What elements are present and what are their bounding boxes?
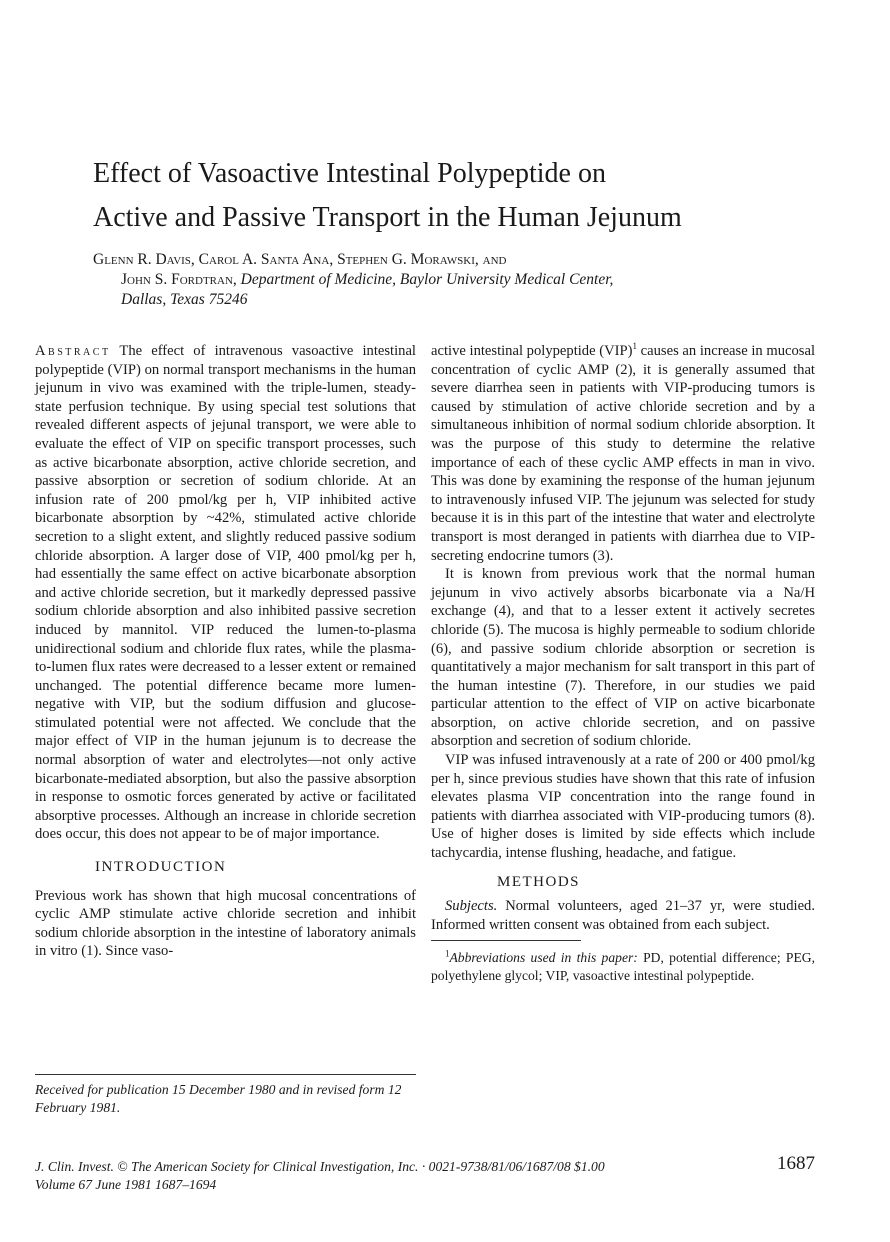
received-footnote: Received for publication 15 December 1980 and in revised form 12 February 1981.	[35, 1074, 416, 1116]
affiliation: Department of Medicine, Baylor University Medical Center,	[240, 271, 614, 288]
author-affiliation-line	[93, 270, 783, 290]
citation-line-1: J. Clin. Invest. © The American Society for Clinical Investigation, Inc. · 0021-9738/81/06/1687/08 $1.00	[35, 1159, 605, 1174]
intro-paragraph-1-start: Previous work has shown that high mucosal concentrations of cyclic AMP stimulate active chloride secretion and inhibit sodium chloride absorption in the intestine of laboratory animals in vitro (1). Since vaso-	[35, 887, 416, 960]
methods-heading: METHODS	[497, 873, 581, 890]
author-block	[93, 250, 783, 310]
abbreviations-footnote	[431, 949, 815, 984]
article-title	[93, 152, 813, 240]
subjects-label: Subjects.	[445, 898, 498, 915]
title-line-1: Effect of Vasoactive Intestinal Polypeptide on	[93, 158, 606, 189]
intro-paragraph-3: VIP was infused intravenously at a rate of 200 or 400 pmol/kg per h, since previous studies have shown that this rate of infusion elevates plasma VIP concentration into the range found in patients with diarrhea associated with VIP-producing tumors (8). Use of higher doses is limited by side effects which include tachycardia, intense flushing, headache, and fatigue.	[431, 752, 815, 862]
page-footer	[35, 1153, 815, 1194]
author-names-line-1: Glenn R. Davis, Carol A. Santa Ana, Stephen G. Morawski, and	[93, 251, 507, 268]
citation-line-2: Volume 67 June 1981 1687–1694	[35, 1177, 217, 1192]
title-line-2: Active and Passive Transport in the Human Jejunum	[93, 202, 682, 233]
abbreviations-footnote-marker: 1	[445, 948, 450, 959]
intro-p1-part-a: active intestinal polypeptide (VIP)	[431, 343, 633, 359]
abstract-paragraph	[35, 342, 416, 844]
abbreviations-label: Abbreviations used in this paper:	[449, 950, 638, 966]
methods-subjects-paragraph	[431, 897, 815, 934]
intro-p1-part-b: causes an increase in mucosal concentration of cyclic AMP (2), it is generally assumed that severe diarrhea seen in patients with VIP-producing tumors is caused by stimulation of active chloride secretion and by a simultaneous inhibition of normal sodium chloride absorption. It was the purpose of this study to determine the relative importance of each of these cyclic AMP effects in man in vivo. This was done by examining the response of the human jejunum to intravenously infused VIP. The jejunum was selected for study because it is in this part of the intestine that water and electrolyte transport is most deranged in patients with diarrhea due to VIP-secreting endocrine tumors (3).	[431, 343, 816, 564]
abstract-text: The effect of intravenous vasoactive intestinal polypeptide (VIP) on normal transport mechanisms in the human jejunum in vivo was examined with the triple-lumen, steady-state perfusion technique. By using special test solutions that revealed different aspects of jejunal transport, we were able to evaluate the effect of VIP on specific transport processes, such as active bicarbonate absorption, active chloride secretion, and passive absorption or secretion of sodium chloride. At an infusion rate of 200 pmol/kg per h, VIP inhibited active bicarbonate absorption by ~42%, stimulated active chloride secretion to a slight extent, and slightly reduced passive sodium chloride absorption. A larger dose of VIP, 400 pmol/kg per h, had essentially the same effect on active bicarbonate absorption and active chloride secretion, but it markedly depressed passive sodium chloride absorption and also inhibited passive secretion induced by mannitol. VIP reduced the lumen-to-plasma unidirectional sodium and chloride flux rates, while the plasma-to-lumen flux rates were decreased to a lesser extent or remained unchanged. The potential difference became more lumen-negative with VIP, but the sodium diffusion and glucose-stimulated potential were not affected. We conclude that the major effect of VIP in the human jejunum is to decrease the normal absorption of water and electrolytes—not only active bicarbonate-mediated absorption, but also the passive absorption in response to osmotic forces generated by active or facilitated absorptive processes. Although an increase in chloride secretion does occur, this does not appear to be of major importance.	[35, 343, 416, 843]
abbreviations-text: PD, potential difference; PEG, polyethylene glycol; VIP, vasoactive intestinal polypeptide.	[431, 950, 815, 983]
page-number: 1687	[777, 1153, 815, 1174]
left-column	[35, 342, 416, 961]
intro-paragraph-1-continued	[431, 342, 815, 565]
right-column	[431, 342, 815, 984]
location: Dallas, Texas 75246	[121, 291, 248, 308]
abstract-label: Abstract	[35, 343, 111, 359]
subjects-text: Normal volunteers, aged 21–37 yr, were studied. Informed written consent was obtained from each subject.	[431, 898, 815, 933]
footnote-divider	[431, 940, 581, 941]
author-names-line-2: John S. Fordtran,	[121, 271, 237, 288]
introduction-heading: INTRODUCTION	[95, 859, 227, 876]
intro-paragraph-2: It is known from previous work that the normal human jejunum in vivo actively absorbs bicarbonate via a Na/H exchange (4), and that to a lesser extent it actively secretes chloride (5). The mucosa is highly permeable to sodium chloride (6), and passive sodium chloride absorption or secretion is quantitatively a major mechanism for salt transport in this part of the human intestine (7). Therefore, in our studies we paid particular attention to the effect of VIP on active bicarbonate absorption, on active chloride secretion, and on passive absorption and secretion of sodium chloride.	[431, 566, 815, 750]
footnote-marker: 1	[632, 341, 637, 352]
